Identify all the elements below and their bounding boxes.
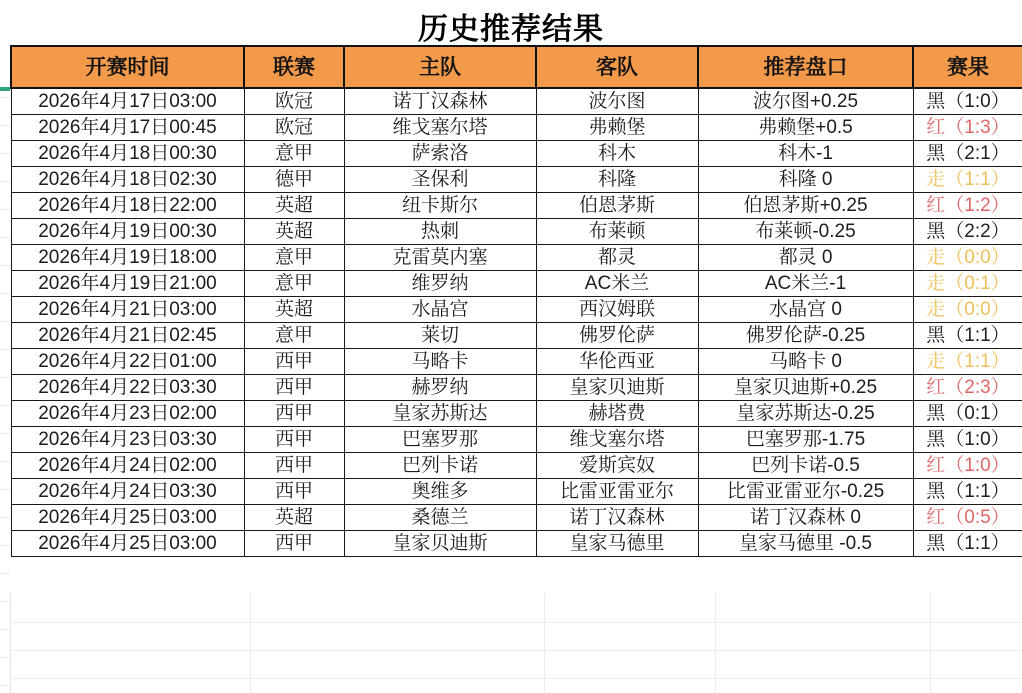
table-row: [11, 115, 1022, 141]
gridline: [10, 650, 1022, 651]
home-team-cell[interactable]: 圣保利: [344, 167, 536, 193]
home-team-cell[interactable]: 纽卡斯尔: [344, 193, 536, 219]
time-cell[interactable]: 2026年4月24日02:00: [11, 453, 244, 479]
league-cell[interactable]: 英超: [244, 193, 344, 219]
result-cell[interactable]: 红（1:3）: [913, 115, 1022, 141]
time-cell[interactable]: 2026年4月18日22:00: [11, 193, 244, 219]
result-cell[interactable]: 走（1:1）: [913, 349, 1022, 375]
table-row: [11, 88, 1022, 115]
result-cell[interactable]: 黑（1:1）: [913, 531, 1022, 557]
time-cell[interactable]: 2026年4月17日00:45: [11, 115, 244, 141]
away-team-cell[interactable]: 爱斯宾奴: [536, 453, 698, 479]
result-cell[interactable]: 走（1:1）: [913, 167, 1022, 193]
league-cell[interactable]: 德甲: [244, 167, 344, 193]
table-row: [11, 375, 1022, 401]
away-team-cell[interactable]: AC米兰: [536, 271, 698, 297]
handicap-cell[interactable]: 马略卡 0: [698, 349, 913, 375]
league-cell[interactable]: 意甲: [244, 245, 344, 271]
table-row: [11, 323, 1022, 349]
away-team-cell[interactable]: 诺丁汉森林: [536, 505, 698, 531]
table-row: [11, 531, 1022, 557]
result-cell[interactable]: 黑（1:1）: [913, 323, 1022, 349]
selection-indicator: [0, 87, 10, 91]
league-cell[interactable]: 意甲: [244, 141, 344, 167]
table-row: [11, 453, 1022, 479]
handicap-cell[interactable]: 巴列卡诺-0.5: [698, 453, 913, 479]
gridline: [10, 678, 1022, 679]
table-row: [11, 193, 1022, 219]
result-cell[interactable]: 走（0:0）: [913, 297, 1022, 323]
home-team-cell[interactable]: 奥维多: [344, 479, 536, 505]
home-team-cell[interactable]: 皇家贝迪斯: [344, 531, 536, 557]
league-cell[interactable]: 西甲: [244, 479, 344, 505]
page-title: 历史推荐结果: [418, 13, 604, 46]
gridline: [10, 622, 1022, 623]
home-team-cell[interactable]: 巴塞罗那: [344, 427, 536, 453]
handicap-cell[interactable]: 皇家贝迪斯+0.25: [698, 375, 913, 401]
time-cell[interactable]: 2026年4月22日01:00: [11, 349, 244, 375]
time-cell[interactable]: 2026年4月19日21:00: [11, 271, 244, 297]
gridline: [930, 593, 931, 693]
home-team-cell[interactable]: 马略卡: [344, 349, 536, 375]
time-cell[interactable]: 2026年4月21日03:00: [11, 297, 244, 323]
result-cell[interactable]: 黑（1:0）: [913, 427, 1022, 453]
away-team-cell[interactable]: 华伦西亚: [536, 349, 698, 375]
handicap-cell[interactable]: 伯恩茅斯+0.25: [698, 193, 913, 219]
time-cell[interactable]: 2026年4月18日02:30: [11, 167, 244, 193]
time-cell[interactable]: 2026年4月17日03:00: [11, 88, 244, 115]
table-body: [11, 88, 1022, 557]
table-header: [11, 46, 1022, 88]
league-cell[interactable]: 英超: [244, 219, 344, 245]
league-cell[interactable]: 西甲: [244, 375, 344, 401]
table-row: [11, 167, 1022, 193]
time-cell[interactable]: 2026年4月19日18:00: [11, 245, 244, 271]
league-cell[interactable]: 欧冠: [244, 88, 344, 115]
table-row: [11, 427, 1022, 453]
home-team-cell[interactable]: 诺丁汉森林: [344, 88, 536, 115]
header-away-team[interactable]: 客队: [536, 46, 698, 88]
league-cell[interactable]: 欧冠: [244, 115, 344, 141]
result-cell[interactable]: 红（1:2）: [913, 193, 1022, 219]
handicap-cell[interactable]: 科隆 0: [698, 167, 913, 193]
away-team-cell[interactable]: 比雷亚雷亚尔: [536, 479, 698, 505]
table-row: [11, 401, 1022, 427]
handicap-cell[interactable]: 弗赖堡+0.5: [698, 115, 913, 141]
league-cell[interactable]: 西甲: [244, 531, 344, 557]
handicap-cell[interactable]: 都灵 0: [698, 245, 913, 271]
home-team-cell[interactable]: 热刺: [344, 219, 536, 245]
header-kickoff-time[interactable]: 开赛时间: [11, 46, 244, 88]
table-row: [11, 505, 1022, 531]
time-cell[interactable]: 2026年4月23日02:00: [11, 401, 244, 427]
league-cell[interactable]: 意甲: [244, 271, 344, 297]
league-cell[interactable]: 英超: [244, 505, 344, 531]
result-cell[interactable]: 黑（2:1）: [913, 141, 1022, 167]
frozen-gutter: [0, 70, 10, 693]
header-recommended-handicap[interactable]: 推荐盘口: [698, 46, 913, 88]
time-cell[interactable]: 2026年4月25日03:00: [11, 531, 244, 557]
result-cell[interactable]: 走（0:0）: [913, 245, 1022, 271]
result-cell[interactable]: 黑（1:0）: [913, 88, 1022, 115]
home-team-cell[interactable]: 皇家苏斯达: [344, 401, 536, 427]
league-cell[interactable]: 西甲: [244, 427, 344, 453]
header-league[interactable]: 联赛: [244, 46, 344, 88]
result-cell[interactable]: 黑（2:2）: [913, 219, 1022, 245]
away-team-cell[interactable]: 佛罗伦萨: [536, 323, 698, 349]
home-team-cell[interactable]: 维罗纳: [344, 271, 536, 297]
result-cell[interactable]: 走（0:1）: [913, 271, 1022, 297]
time-cell[interactable]: 2026年4月22日03:30: [11, 375, 244, 401]
time-cell[interactable]: 2026年4月21日02:45: [11, 323, 244, 349]
league-cell[interactable]: 意甲: [244, 323, 344, 349]
away-team-cell[interactable]: 皇家贝迪斯: [536, 375, 698, 401]
home-team-cell[interactable]: 桑德兰: [344, 505, 536, 531]
table-row: [11, 349, 1022, 375]
handicap-cell[interactable]: 皇家苏斯达-0.25: [698, 401, 913, 427]
away-team-cell[interactable]: 弗赖堡: [536, 115, 698, 141]
result-cell[interactable]: 红（2:3）: [913, 375, 1022, 401]
home-team-cell[interactable]: 莱切: [344, 323, 536, 349]
away-team-cell[interactable]: 科隆: [536, 167, 698, 193]
result-cell[interactable]: 红（1:0）: [913, 453, 1022, 479]
handicap-cell[interactable]: AC米兰-1: [698, 271, 913, 297]
handicap-cell[interactable]: 佛罗伦萨-0.25: [698, 323, 913, 349]
away-team-cell[interactable]: 西汉姆联: [536, 297, 698, 323]
away-team-cell[interactable]: 维戈塞尔塔: [536, 427, 698, 453]
league-cell[interactable]: 英超: [244, 297, 344, 323]
handicap-cell[interactable]: 水晶宫 0: [698, 297, 913, 323]
gridline: [544, 593, 545, 693]
away-team-cell[interactable]: 伯恩茅斯: [536, 193, 698, 219]
table-row: [11, 297, 1022, 323]
handicap-cell[interactable]: 皇家马德里 -0.5: [698, 531, 913, 557]
home-team-cell[interactable]: 水晶宫: [344, 297, 536, 323]
league-cell[interactable]: 西甲: [244, 349, 344, 375]
table-row: [11, 219, 1022, 245]
result-cell[interactable]: 红（0:5）: [913, 505, 1022, 531]
time-cell[interactable]: 2026年4月18日00:30: [11, 141, 244, 167]
home-team-cell[interactable]: 巴列卡诺: [344, 453, 536, 479]
handicap-cell[interactable]: 巴塞罗那-1.75: [698, 427, 913, 453]
gridline: [250, 593, 251, 693]
home-team-cell[interactable]: 克雷莫内塞: [344, 245, 536, 271]
table-row: [11, 479, 1022, 505]
league-cell[interactable]: 西甲: [244, 401, 344, 427]
header-result[interactable]: 赛果: [913, 46, 1022, 88]
time-cell[interactable]: 2026年4月23日03:30: [11, 427, 244, 453]
home-team-cell[interactable]: 赫罗纳: [344, 375, 536, 401]
away-team-cell[interactable]: 布莱顿: [536, 219, 698, 245]
away-team-cell[interactable]: 科木: [536, 141, 698, 167]
result-cell[interactable]: 黑（0:1）: [913, 401, 1022, 427]
handicap-cell[interactable]: 诺丁汉森林 0: [698, 505, 913, 531]
away-team-cell[interactable]: 波尔图: [536, 88, 698, 115]
time-cell[interactable]: 2026年4月19日00:30: [11, 219, 244, 245]
table-row: [11, 245, 1022, 271]
time-cell[interactable]: 2026年4月25日03:00: [11, 505, 244, 531]
header-home-team[interactable]: 主队: [344, 46, 536, 88]
table-row: [11, 141, 1022, 167]
away-team-cell[interactable]: 都灵: [536, 245, 698, 271]
away-team-cell[interactable]: 赫塔费: [536, 401, 698, 427]
handicap-cell[interactable]: 布莱顿-0.25: [698, 219, 913, 245]
home-team-cell[interactable]: 萨索洛: [344, 141, 536, 167]
handicap-cell[interactable]: 比雷亚雷亚尔-0.25: [698, 479, 913, 505]
handicap-cell[interactable]: 科木-1: [698, 141, 913, 167]
results-table: [10, 45, 1022, 557]
table-row: [11, 271, 1022, 297]
result-cell[interactable]: 黑（1:1）: [913, 479, 1022, 505]
time-cell[interactable]: 2026年4月24日03:30: [11, 479, 244, 505]
header-row: [11, 46, 1022, 88]
handicap-cell[interactable]: 波尔图+0.25: [698, 88, 913, 115]
league-cell[interactable]: 西甲: [244, 453, 344, 479]
home-team-cell[interactable]: 维戈塞尔塔: [344, 115, 536, 141]
gridline: [715, 593, 716, 693]
away-team-cell[interactable]: 皇家马德里: [536, 531, 698, 557]
